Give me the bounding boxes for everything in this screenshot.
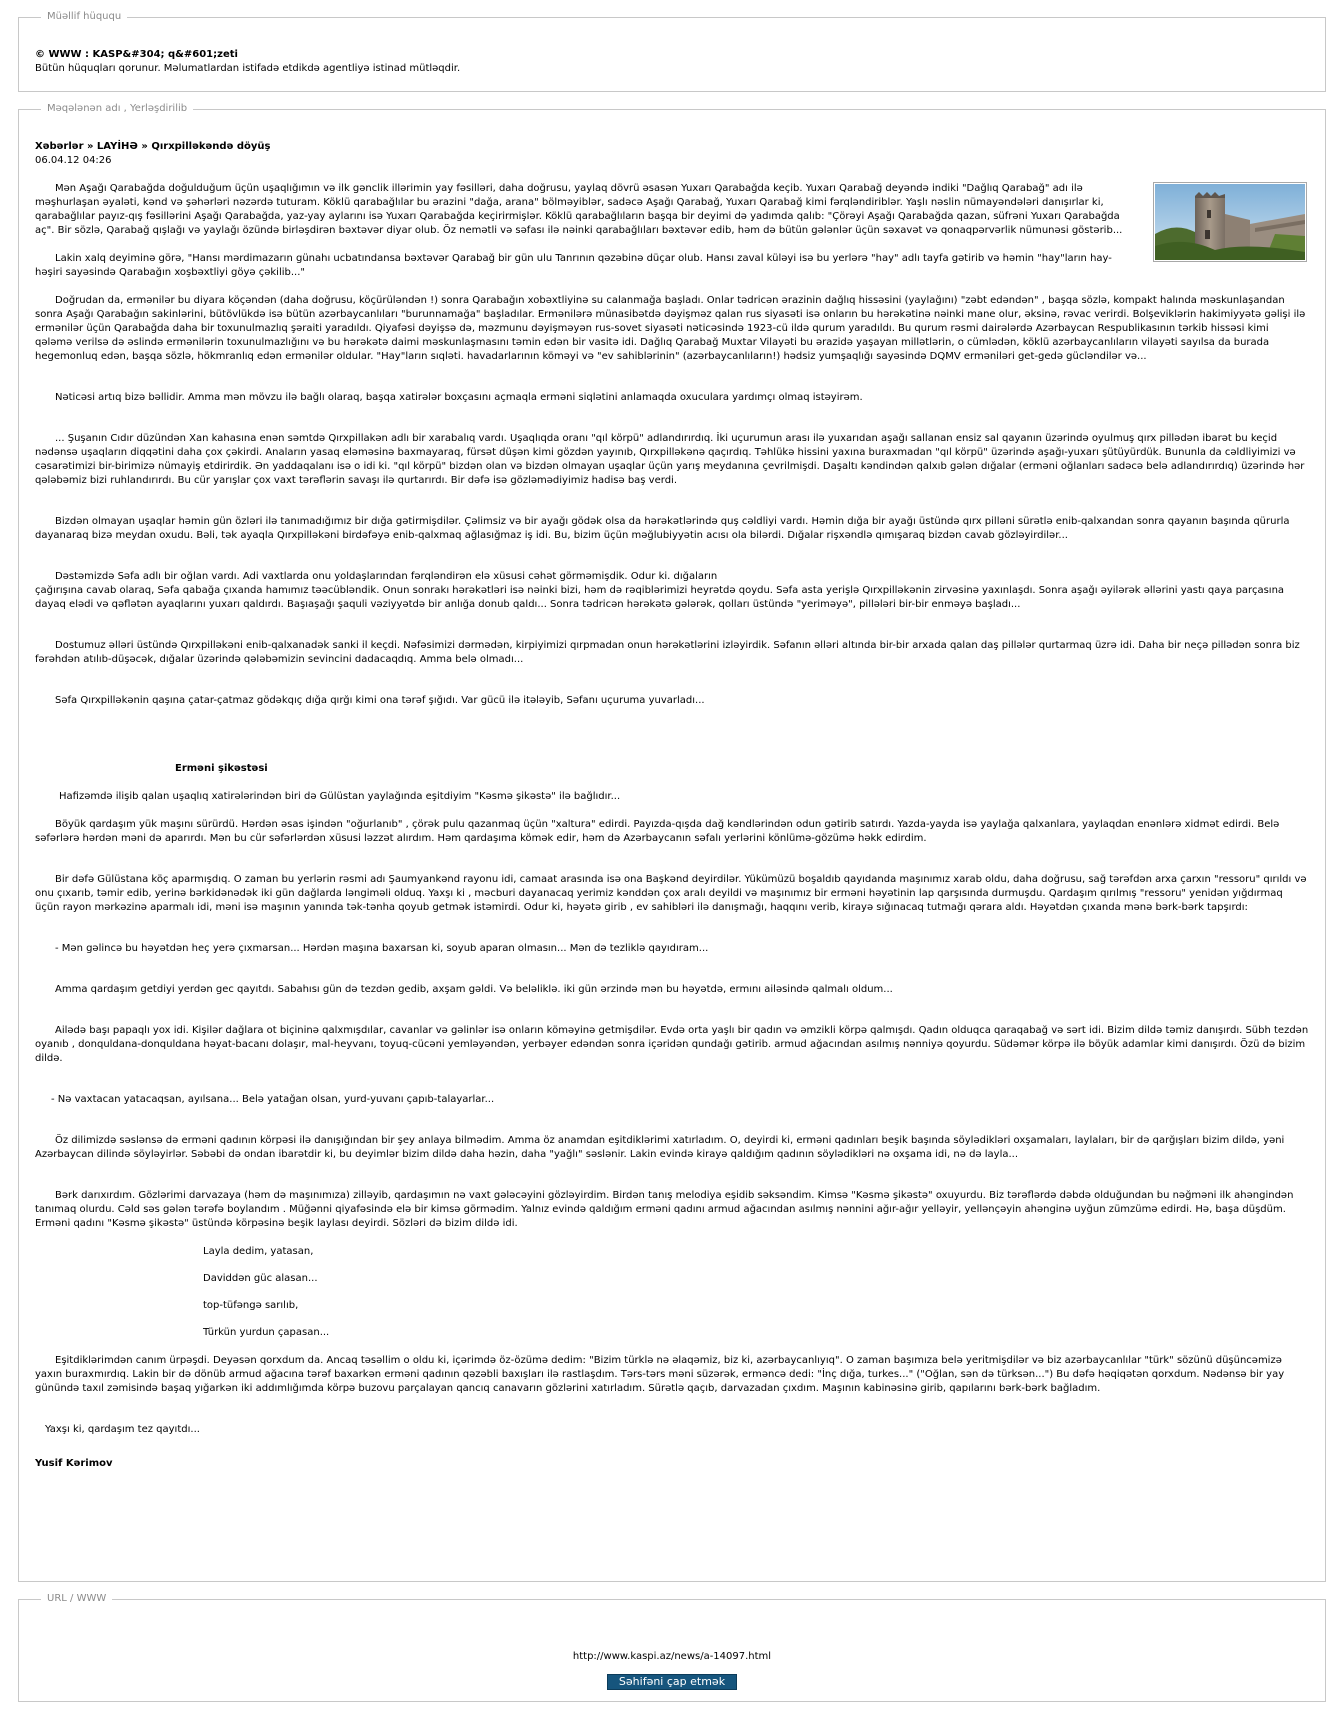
section-subtitle: Erməni şikəstəsi <box>175 763 268 774</box>
article-paragraph: Dostumuz əlləri üstündə Qırxpilləkəni enib-qalxanadək sanki il keçdi. Nəfəsimizi dərmədən, kirpiyimizi qırpmadan onun hərəkətlərini izləyirdik. Səfanın əlləri altında bir-bir arxada qalan daş pillələr qurtarmaq üzrə idi. Daha bir neçə pillədən sonra biz fərəhdən atılıb-düşəcək, dığalar üzərində qələbəmizin sevincini dadacaqdıq. Amma belə olmadı... <box>35 640 1300 665</box>
article-paragraph: Nəticəsi artıq bizə bəllidir. Amma mən mövzu ilə bağlı olaraq, başqa xatirələr boxçasını açmaqla erməni siqlətini anlamaqda oxuculara yardımçı olmaq istəyirəm. <box>55 392 863 403</box>
article-paragraph: Ailədə başı papaqlı yox idi. Kişilər dağlara ot biçininə qalxmışdılar, cavanlar və gəlinlər isə onların köməyinə getmişdilər. Evdə orta yaşlı bir qadın və əmzikli körpə qalmışdı. Qadın olduqca qaraqabağ və sərt idi. Bizim dildə təmiz danışırdı. Sübh tezdən oyanıb , donquldana-donquldana həyat-bacanı dolaşır, mal-heyvanı, toyuq-cücəni yemləyəndən, yerbəyer edəndən sonra içəridən qundağı gətirib. armud ağacından asılmış nənniyə qoyurdu. Südəmər körpə ilə böyük adamlar kimi danışırdı. Özü də bizim dildə. <box>35 1025 1309 1064</box>
poem-line: Layla dedim, yatasan, <box>203 1246 314 1257</box>
copyright-legend: Müəllif hüququ <box>47 11 122 22</box>
article-fieldset <box>18 102 1326 1582</box>
fortress-photo <box>1153 182 1307 262</box>
article-paragraph: Bizdən olmayan uşaqlar həmin gün özləri ilə tanımadığımız bir dığa gətirmişdilər. Çəlimsiz və bir ayağı gödək olsa da hərəkətlərində quş cəldliyi vardı. Həmin dığa bir ayağı üstündə qırx pilləni sürətlə enib-qalxandan sonra qayanın başında qürurla dayanaraq bizə meydan oxudu. Bəli, tək ayaqla Qırxpilləkəni birdəfəyə enib-qalxmaq ağlasığmaz iş idi. Bu, bizim üçün məğlubiyyətin acısı ola bilərdi. Dığalar rişxəndlə qımışaraq bizdən cavab gözləyirdilər... <box>35 516 1290 541</box>
article-paragraph: Eşitdiklərimdən canım ürpəşdi. Deyəsən qorxdum da. Ancaq təsəllim o oldu ki, içərimdə öz-özümə dedim: "Bizim türklə nə əlaqəmiz, biz ki, azərbaycanlıyıq". O zaman başımıza belə yeritmişdilər və biz azərbaycanlılar "türk" sözünü düşüncəmizə yaxın buraxmırdıq. Lakin bir də dönüb armud ağacına tərəf baxarkən erməni qadının qəzəbli baxışları ilə rastlaşdım. Tərs-tərs məni süzərək, erməncə dedi: "İnç dığa, turkes..." ("Oğlan, sən də türksən...") Bu dəfə həqiqətən qorxdum. Nədənsə bir yay günündə taxıl zəmisində başaq yığarkən iki addımlığımda körpə buzovu parçalayan qancıq canavarın gözlərini xatırladım. Sürətlə qaçıb, darvazadan çıxdım. Maşının kabinəsinə girib, qapılarını bərk-bərk bağladım. <box>35 1355 1285 1394</box>
copyright-note: Bütün hüquqları qorunur. Məlumatlardan istifadə etdikdə agentliyə istinad mütləqdir. <box>35 63 461 74</box>
article-date: 06.04.12 04:26 <box>35 155 112 166</box>
article-paragraph: Bir dəfə Gülüstana köç aparmışdıq. O zaman bu yerlərin rəsmi adı Şaumyankənd rayonu idi, camaat arasında isə ona Başkənd deyirdilər. Yükümüzü boşaldıb qayıdanda maşınımız xarab oldu, daha doğrusu, sağ tərəfdən arxa çarxın "ressoru" qırıldı və onu çıxarıb, təmir edib, yerinə bərkidənədək iki gün dağlarda ləngiməli olduq. Yaxşı ki , məcburi dayanacaq yerimiz kənddən çox aralı deyildi və maşınımız bir erməni həyətinin lap qarşısında durmuşdu. Qardaşım qırılmış "ressoru" yenidən yığdırmaq üçün rayon mərkəzinə aparmalı idi, məni isə maşının yanında tək-tənha qoyub getmək istəmirdi. Odur ki, həyətə girib , ev sahibləri ilə danışmağı, haqqını verib, kirayə sığınacaq tutmağı qərara aldı. Həyətdən çıxanda mənə bərk-bərk tapşırdı: <box>35 874 1307 913</box>
copyright-fieldset <box>18 10 1326 92</box>
article-paragraph: Öz dilimizdə səslənsə də erməni qadının körpəsi ilə danışığından bir şey anlaya bilmədim. Amma öz anamdan eşitdiklərimi xatırladım. O, deyirdi ki, erməni qadınları beşik başında söylədikləri oxşamaları, laylaları, bir də qarğışları bizim dildə, yəni Azərbaycan dilində söyləyirlər. Səbəbi də ondan ibarətdir ki, bu deyimlər bizim dildə daha həzin, daha "yağlı" səslənir. Lakin evində kirayə qaldığım qadının söylədikləri nə oxşama idi, nə də layla... <box>35 1135 1285 1160</box>
article-url: http://www.kaspi.az/news/a-14097.html <box>572 1651 772 1662</box>
print-page-button[interactable]: Səhifəni çap etmək <box>607 1674 737 1690</box>
article-legend: Məqələnən adı , Yerləşdirilib <box>47 103 188 114</box>
article-paragraph: - Nə vaxtacan yatacaqsan, ayılsana... Belə yatağan olsan, yurd-yuvanı çapıb-talayarlar... <box>51 1094 495 1105</box>
article-paragraph: Dəstəmizdə Səfa adlı bir oğlan vardı. Adi vaxtlarda onu yoldaşlarından fərqləndirən elə xüsusi cəhət görməmişdik. Odur ki. dığaların <box>55 571 718 582</box>
article-paragraph: Mən Aşağı Qarabağda doğulduğum üçün uşaqlığımın və ilk gənclik illərimin yay fəsilləri, daha doğrusu, yaylaq dövrü əsasən Yuxarı Qarabağda keçib. Yuxarı Qarabağ deyəndə indiki "Dağlıq Qarabağ" adı ilə məşhurlaşan əyaləti, kənd və şəhərləri nəzərdə tuturam. Köklü qarabağlılar bu ərazini "dağa, arana" bölməyiblər, sadəcə Aşağı Qarabağ, Yuxarı Qarabağ kimi fərqləndiriblər. Yaşlı nəslin nümayəndələri danışırlar ki, qarabağlılar payız-qış fəsillərini Aşağı Qarabağda, yaz-yay aylarını isə Yuxarı Qarabağda keçirirmişlər. Köklü qarabağlıların başqa bir deyimi də yadımda qalıb: "Çörəyi Aşağı Qarabağda qazan, süfrəni Yuxarı Qarabağda aç". Bir sözlə, Qarabağ qışlağı və yaylağı özündə birləşdirən bəxtəvər diyar olub. Öz nemətli və səfası ilə nəinki qarabağlıları bəxtəvər edib, həm də bütün gələnlər üçün səxavət və qonaqpərvərlik nümunəsi göstərib... <box>35 183 1123 236</box>
article-paragraph: Böyük qardaşım yük maşını sürürdü. Hərdən əsas işindən "oğurlanıb" , çörək pulu qazanmaq üçün "xaltura" edirdi. Payızda-qışda dağ kəndlərindən odun gətirib satırdı. Yazda-yayda isə yaylağa qalxanlara, yaylaqdan enənlərə xidmət edirdi. Belə səfərlərə hərdən məni də aparırdı. Mən bu cür səfərlərdən xüsusi ləzzət alırdım. Həm qardaşıma kömək edir, həm də Azərbaycanın səfalı yerlərini könlümə-gözümə həkk edirdim. <box>35 819 1280 844</box>
article-paragraph: Səfa Qırxpilləkənin qaşına çatar-çatmaz gödəkqıç dığa qırğı kimi ona tərəf şığıdı. Var gücü ilə itələyib, Səfanı uçuruma yuvarladı... <box>55 695 705 706</box>
article-paragraph: ... Şuşanın Cıdır düzündən Xan kahasına enən səmtdə Qırxpillakən adlı bir xarabalıq vardı. Uşaqlıqda oranı "qıl körpü" adlandırırdıq. İki uçurumun arası ilə yuxarıdan aşağı sallanan ensiz sal qayanın üzərində oyulmuş qırx pillədən ibarət bu keçid nədənsə uşaqların diqqətini daha çox çəkirdi. Anaların yasaq eləməsinə baxmayaraq, fürsət düşən kimi gözdən yayınıb, Qırxpilləkənə qaçırdıq. Təhlükə hissini yaxına buraxmadan "qıl körpü" üzərində aşağı-yuxarı şütüyürdük. Bununla da cəldliyimizi və cəsarətimizi bir-birimizə nümayiş etdirirdik. Ən yaddaqalanı isə o idi ki. "qıl körpü" bizdən olan və bizdən olmayan uşaqlar üçün yarış meydanına çevrilmişdi. Daşaltı kəndindən qalxıb gələn dığalar (erməni oğlanları sadəcə belə adlandırırdıq) üzərində hər qələbəmiz bizi ruhlandırırdı. Bu cür yarışlar çox vaxt tərəflərin savaşı ilə qurtarırdı. Bir dəfə isə gözləmədiyimiz hadisə baş verdi. <box>35 433 1305 486</box>
article-paragraph: - Mən gəlincə bu həyətdən heç yerə çıxmarsan... Hərdən maşına baxarsan ki, soyub aparan olmasın... Mən də tezliklə qayıdıram... <box>55 943 709 954</box>
article-paragraph: Doğrudan da, ermənilər bu diyara köçəndən (daha doğrusu, köçürüləndən !) sonra Qarabağın xobəxtliyinə su calanmağa başladı. Onlar tədricən ərazinin dağlıq hissəsini (yaylağını) "zəbt edəndən" , başqa sözlə, kompakt halında məskunlaşandan sonra Aşağı Qarabağın sakinlərini, bütövlükdə isə bütün azərbaycanlıları "burunnamağa" başladılar. Ermənilərə münasibətdə dəyişməz qalan rus siyasəti isə onların bu hərəkətinə nəinki mane olur, əksinə, rəvac verirdi. Bolşeviklərin hakimiyyətə gəlişi ilə ermənilər üçün Qarabağda daha bir toxunulmazlıq şəraiti yaradıldı. Qiyafəsi dəyişsə də, məzmunu dəyişməyən rus-sovet siyasəti nəticəsində 1923-cü ildə qurum yaradıldı. Bu qurum rəsmi dairələrdə Azərbaycan Respublikasının tərkib hissəsi kimi qələmə verilsə də əslində ermənilərin toxunulmazlığını və bu hərəkətə daimi məskunlaşmasını təmin edən bir vasitə idi. Dağlıq Qarabağ Muxtar Vilayəti bu ərazidə yaşayan millətlərin, o cümlədən, köklü azərbaycanlıların vilayəti sayılsa da burada hegemonluq edən, başqa sözlə, hökmranlıq edən ermənilər oldular. "Hay"ların sıqləti. havadarlarının köməyi və "ev sahiblərinin" (azərbaycanlıların!) hədsiz yumşaqlığı sayəsində DQMV erməniləri get-gedə gücləndilər və... <box>35 295 1306 362</box>
url-fieldset <box>18 1592 1326 1702</box>
breadcrumb: Xəbərlər » LAYİHƏ » Qırxpilləkəndə döyüş <box>35 141 271 152</box>
article-paragraph: çağırışına cavab olaraq, Səfa qabağa çıxanda hamımız təəcübləndik. Onun sonrakı hərəkətləri isə nəinki bizi, həm də rəqiblərimizi heyrətdə qoydu. Səfa asta yerişlə Qırxpilləkənin zirvəsinə yaxınlaşdı. Sonra aşağı əyilərək əllərini yastı qaya parçasına dayaq elədi və qəflətən ayaqlarını yuxarı qaldırdı. Başıaşağı şaquli vəziyyətdə bir anlığa donub qaldı... Sonra tədricən hərəkətə gələrək, qolları üstündə "yeriməyə", pillələri bir-bir enməyə başladı... <box>35 585 1285 610</box>
url-legend: URL / WWW <box>47 1593 107 1604</box>
poem-line: Türkün yurdun çapasan... <box>203 1327 330 1338</box>
article-paragraph: Hafizəmdə ilişib qalan uşaqlıq xatirələrindən biri də Gülüstan yaylağında eşitdiyim "Kəsmə şikəstə" ilə bağlıdır... <box>59 791 621 802</box>
poem-line: Daviddən güc alasan... <box>203 1273 318 1284</box>
article-paragraph: Amma qardaşım getdiyi yerdən gec qayıtdı. Sabahısı gün də tezdən gedib, axşam gəldi. Və beləliklə. iki gün ərzində mən bu həyətdə, ermını ailəsində qalmalı oldum... <box>55 984 893 995</box>
article-paragraph: Bərk darıxırdım. Gözlərimi darvazaya (həm də maşınımıza) zilləyib, qardaşımın nə vaxt gələcəyini gözləyirdim. Birdən tanış melodiya eşidib səksəndim. Kimsə "Kəsmə şikəstə" oxuyurdu. Biz tərəflərdə dəbdə olduğundan bu nəğməni ilk ahəngindən tanımaq olurdu. Cəld səs gələn tərəfə boylandım . Müğənni qiyafəsində elə bir kimsə görmədim. Yalnız evində qaldığım erməni qadını armud ağacından asılmış nənnini ağır-ağır yelləyir, yellənçəyin ahənginə uyğun zümzümə edirdi. Hə, başa düşdüm. Erməni qadını "Kəsmə şikəstə" üstündə körpəsinə beşik laylası deyirdi. Sözləri də bizim dildə idi. <box>35 1190 1294 1229</box>
copyright-title: © WWW : KASP&#304; q&#601;zeti <box>35 49 238 60</box>
article-paragraph: Lakin xalq deyiminə görə, "Hansı mərdimazarın günahı ucbatındansa bəxtəvər Qarabağ bir gün ulu Tanrının qəzəbinə düçar olub. Hansı zaval küləyi isə bu yerlərə "hay" adlı tayfa gətirib və həmin "hay"ların hay-həşiri sayəsində Qarabağın xoşbəxtliyi göyə çəkilib..." <box>35 253 1112 278</box>
poem-line: top-tüfəngə sarılıb, <box>203 1300 299 1311</box>
article-paragraph: Yaxşı ki, qardaşım tez qayıtdı... <box>45 1424 200 1435</box>
article-author: Yusif Kərimov <box>35 1458 113 1469</box>
